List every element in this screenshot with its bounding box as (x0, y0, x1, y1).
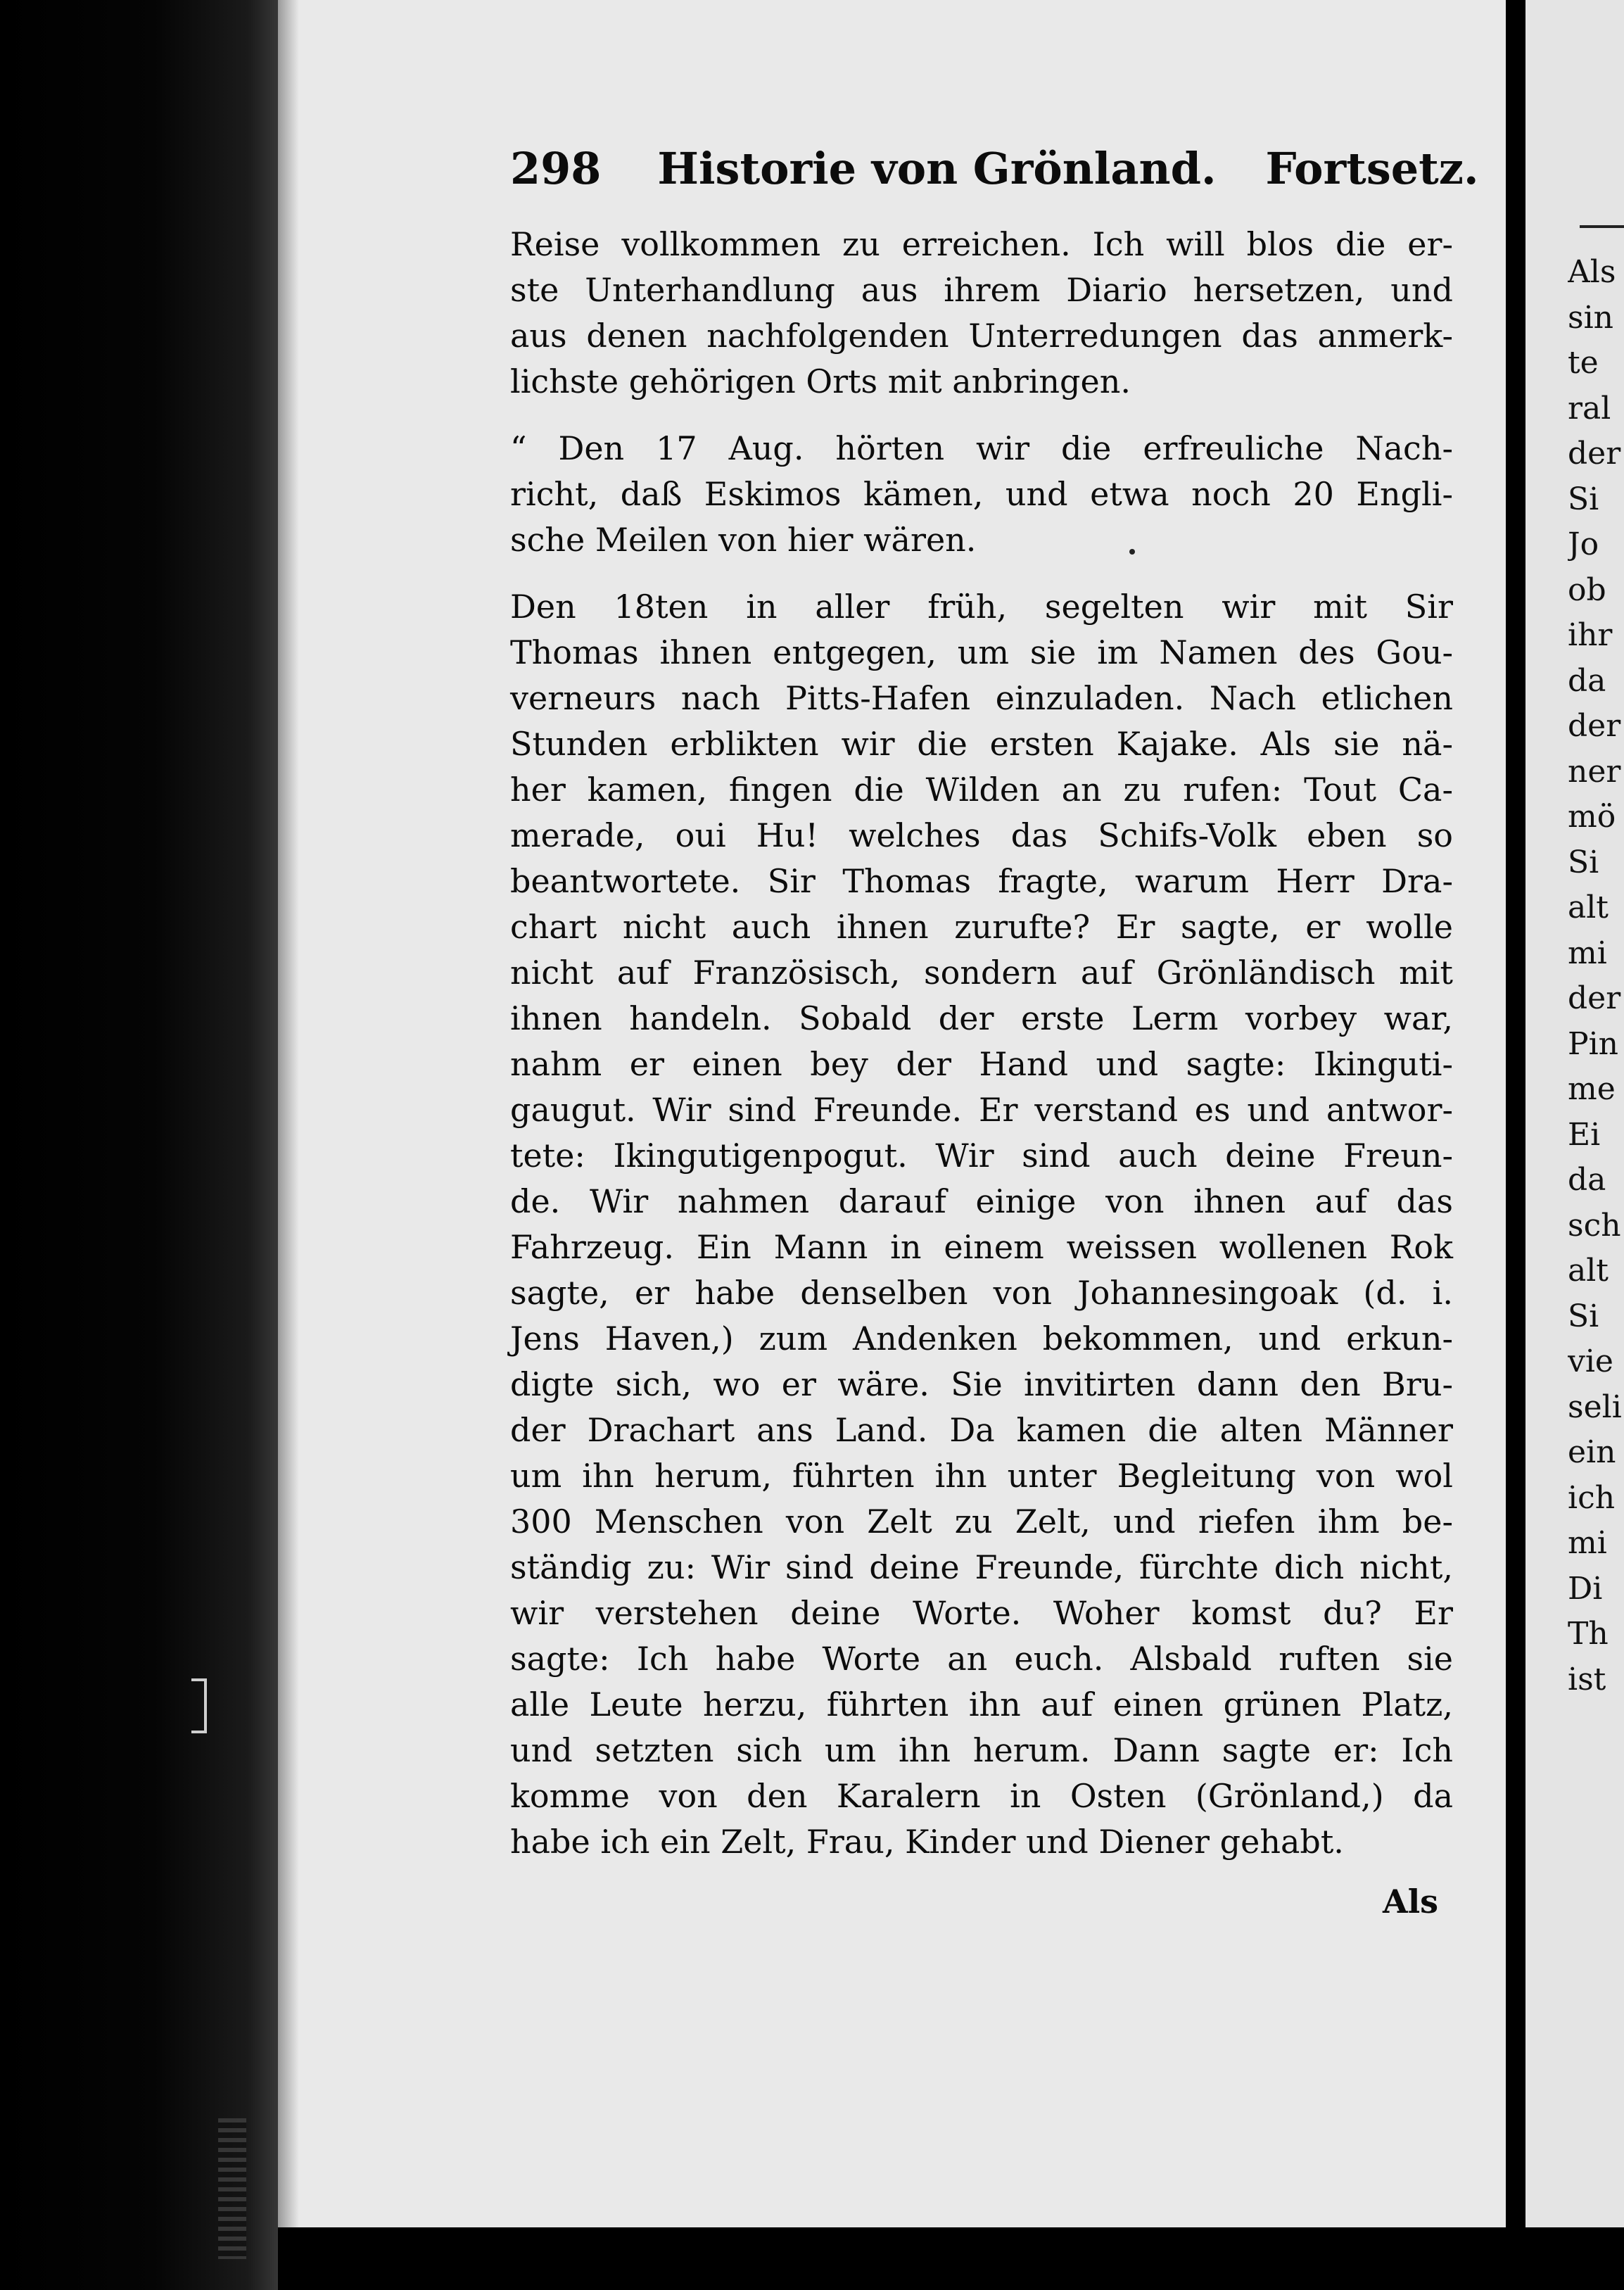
facing-page-fragment: mi (1568, 935, 1607, 971)
text-line: tete: Ikingutigenpogut. Wir sind auch deine Freun- (510, 1137, 1453, 1175)
text-line: gaugut. Wir sind Freunde. Er verstand es und antwor- (510, 1091, 1453, 1129)
text-line: 300 Menschen von Zelt zu Zelt, und riefen ihm be- (510, 1503, 1453, 1541)
bottom-dark-edge (278, 2227, 1624, 2290)
text-line: lichste gehörigen Orts mit anbringen. (510, 362, 1131, 400)
catchword: Als (1383, 1883, 1439, 1921)
text-line: und setzten sich um ihn herum. Dann sagte er: Ich (510, 1731, 1453, 1769)
facing-page-fragment: der (1568, 708, 1621, 744)
facing-page-fragment: me (1568, 1071, 1616, 1107)
facing-page-fragment: te (1568, 345, 1599, 381)
facing-page-fragment: ein (1568, 1434, 1616, 1470)
scan-noise (218, 2118, 246, 2259)
facing-page-fragment: Jo (1568, 526, 1599, 562)
text-line: nahm er einen bey der Hand und sagte: Ikinguti- (510, 1045, 1453, 1083)
facing-page-fragment: ihr (1568, 617, 1613, 653)
facing-page-fragment: vie (1568, 1343, 1613, 1379)
facing-page-fragment: ist (1568, 1661, 1606, 1697)
text-line: richt, daß Eskimos kämen, und etwa noch 20 Engli- (510, 475, 1453, 513)
text-line: alle Leute herzu, führten ihn auf einen grünen Platz, (510, 1685, 1453, 1723)
text-line: sagte, er habe denselben von Johannesingoak (d. i. (510, 1274, 1453, 1312)
facing-page-fragment: sch (1568, 1207, 1621, 1244)
text-line: ständig zu: Wir sind deine Freunde, fürchte dich nicht, (510, 1548, 1453, 1586)
running-title: Historie von Grönland. (657, 143, 1217, 194)
facing-page-fragment: Pin (1568, 1025, 1619, 1062)
running-head (510, 130, 1479, 208)
facing-page-fragment: ob (1568, 571, 1606, 608)
running-continuation: Fortsetz. (1265, 143, 1479, 194)
facing-page-fragment: seli (1568, 1388, 1622, 1425)
text-line: Thomas ihnen entgegen, um sie im Namen des Gou- (510, 633, 1453, 671)
facing-page-fragment: ral (1568, 390, 1611, 426)
text-line: Stunden erblikten wir die ersten Kajake. Als sie nä- (510, 725, 1453, 763)
text-line: ste Unterhandlung aus ihrem Diario hersetzen, und (510, 271, 1453, 309)
facing-page-fragment: Ei (1568, 1116, 1601, 1153)
page-edge-shadow (278, 0, 299, 2227)
facing-page-text-fragments (1568, 250, 1624, 1702)
facing-page-fragment: ich (1568, 1479, 1616, 1516)
text-line: komme von den Karalern in Osten (Grönland,) da (510, 1777, 1453, 1815)
text-line: merade, oui Hu! welches das Schifs-Volk eben so (510, 816, 1453, 854)
facing-page-fragment: Th (1568, 1616, 1609, 1652)
binding-divider (1506, 0, 1525, 2227)
text-line: ihnen handeln. Sobald der erste Lerm vorbey war, (510, 999, 1453, 1037)
text-line: Reise vollkommen zu erreichen. Ich will blos die er- (510, 225, 1453, 263)
text-line: Jens Haven,) zum Andenken bekommen, und erkun- (510, 1320, 1453, 1358)
facing-page-fragment: mö (1568, 799, 1616, 835)
page-number: 298 (510, 143, 602, 194)
text-line: chart nicht auch ihnen zurufte? Er sagte, er wolle (510, 908, 1453, 946)
paragraph-1 (510, 222, 1453, 405)
facing-page-fragment: der (1568, 980, 1621, 1016)
facing-page-fragment: sin (1568, 299, 1613, 336)
facing-page-fragment: da (1568, 1162, 1606, 1198)
text-line: Fahrzeug. Ein Mann in einem weissen wollenen Rok (510, 1228, 1453, 1266)
text-line: sagte: Ich habe Worte an euch. Alsbald ruften sie (510, 1640, 1453, 1678)
text-line: her kamen, fingen die Wilden an zu rufen: Tout Ca- (510, 771, 1453, 809)
text-line: de. Wir nahmen darauf einige von ihnen auf das (510, 1182, 1453, 1220)
facing-page-fragment: Si (1568, 844, 1599, 880)
text-line: wir verstehen deine Worte. Woher komst du? Er (510, 1594, 1453, 1632)
text-line: digte sich, wo er wäre. Sie invitirten dann den Bru- (510, 1365, 1453, 1403)
paragraph-2 (510, 426, 1453, 563)
text-line: sche Meilen von hier wären. (510, 521, 977, 559)
text-line: aus denen nachfolgenden Unterredungen das anmerk- (510, 317, 1453, 355)
facing-page-fragment: alt (1568, 1253, 1609, 1289)
body-text (510, 222, 1453, 1865)
text-line: habe ich ein Zelt, Frau, Kinder und Diener gehabt. (510, 1823, 1344, 1861)
facing-page-fragment: Si (1568, 481, 1599, 517)
text-line: nicht auf Französisch, sondern auf Grönländisch mit (510, 954, 1453, 992)
text-line: beantwortete. Sir Thomas fragte, warum Herr Dra- (510, 862, 1453, 900)
ink-speck (1129, 549, 1135, 555)
margin-bracket-mark (191, 1678, 207, 1733)
facing-page-fragment: Als (1568, 254, 1616, 290)
facing-page-fragment: der (1568, 436, 1621, 472)
facing-page-fragment: mi (1568, 1525, 1607, 1561)
left-dark-gutter (0, 0, 281, 2290)
text-line: verneurs nach Pitts-Hafen einzuladen. Nach etlichen (510, 679, 1453, 717)
page-text-block (510, 130, 1479, 1865)
text-line: der Drachart ans Land. Da kamen die alten Männer (510, 1411, 1453, 1449)
facing-page-fragment: alt (1568, 890, 1609, 925)
facing-page-fragment: ner (1568, 753, 1621, 790)
facing-page-fragment: Si (1568, 1298, 1599, 1334)
text-line: um ihn herum, führten ihn unter Begleitung von wol (510, 1457, 1453, 1495)
facing-page-rule (1580, 225, 1624, 228)
facing-page-fragment: da (1568, 662, 1606, 699)
text-line: Den 18ten in aller früh, segelten wir mit Sir (510, 588, 1453, 626)
text-line: “ Den 17 Aug. hörten wir die erfreuliche Nach- (510, 429, 1453, 467)
paragraph-3 (510, 584, 1453, 1865)
facing-page-fragment: Di (1568, 1570, 1603, 1607)
